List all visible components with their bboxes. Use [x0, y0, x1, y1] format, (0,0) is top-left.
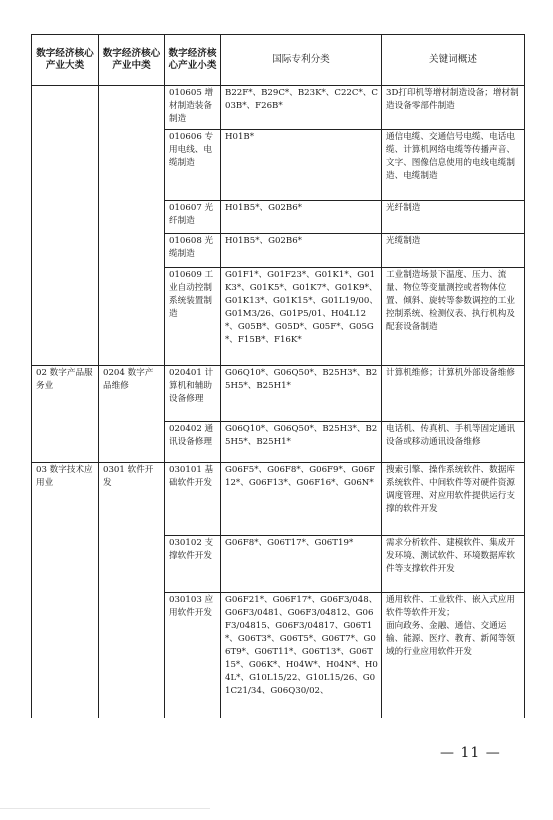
header-major-category: 数字经济核心产业大类 [32, 35, 99, 86]
major-category-cell: 02 数字产品服务业 [32, 366, 99, 463]
ipc-cell: G06Q10*、G06Q50*、B25H3*、B25H5*、B25H1* [221, 422, 382, 463]
middle-category-cell [99, 86, 165, 366]
table-row [32, 366, 525, 422]
minor-category-cell: 010607 光纤制造 [165, 201, 221, 234]
footer-divider [0, 808, 210, 809]
ipc-cell: H01B5*、G02B6* [221, 234, 382, 268]
keywords-cell: 3D打印机等增材制造设备；增材制造设备零部件制造 [382, 86, 525, 130]
minor-category-cell: 030101 基础软件开发 [165, 463, 221, 536]
ipc-cell: G06F8*、G06T17*、G06T19* [221, 536, 382, 593]
header-minor-category: 数字经济核心产业小类 [165, 35, 221, 86]
page-number-dash-left: — [440, 745, 455, 761]
ipc-cell: G06F21*、G06F17*、G06F3/048、G06F3/0481、G06F3/04812、G06F3/04815、G06F3/04817、G06T1*、G06T3*、G06T5*、G06T7*、G06T9*、G06T11*、G06T13*、G06T15*、G06K*、H04W*、H04N*、H04L*、G10L15/22、G10L15/26、G01C21/34、G06Q30/02、 [221, 593, 382, 718]
ipc-cell: H01B5*、G02B6* [221, 201, 382, 234]
keywords-cell: 计算机维修；计算机外部设备维修 [382, 366, 525, 422]
middle-category-cell: 0301 软件开发 [99, 463, 165, 718]
keywords-cell: 需求分析软件、建模软件、集成开发环境、测试软件、环境数据库软件等支撑软件开发 [382, 536, 525, 593]
major-category-cell: 03 数字技术应用业 [32, 463, 99, 718]
table-header-row [32, 35, 525, 86]
header-keywords: 关键词概述 [382, 35, 525, 86]
major-category-cell [32, 86, 99, 366]
page-number-dash-right: — [485, 745, 501, 761]
header-middle-category: 数字经济核心产业中类 [99, 35, 165, 86]
ipc-cell: B22F*、B29C*、B23K*、C22C*、C03B*、F26B* [221, 86, 382, 130]
table-row [32, 463, 525, 536]
keywords-cell: 通用软件、工业软件、嵌入式应用软件等软件开发； 面向政务、金融、通信、交通运输、能源、医疗、教育、新闻等领域的行业应用软件开发 [382, 593, 525, 718]
keywords-cell: 通信电缆、交通信号电缆、电话电缆、计算机网络电缆等传播声音、文字、图像信息使用的电线电缆制造、电缆制造 [382, 130, 525, 201]
keywords-cell: 电话机、传真机、手机等固定通讯设备或移动通讯设备维修 [382, 422, 525, 463]
minor-category-cell: 030102 支撑软件开发 [165, 536, 221, 593]
minor-category-cell: 010606 专用电线、电缆制造 [165, 130, 221, 201]
minor-category-cell: 010608 光缆制造 [165, 234, 221, 268]
ipc-cell: G01F1*、G01F23*、G01K1*、G01K3*、G01K5*、G01K7*、G01K9*、G01K13*、G01K15*、G01L19/00、G01M3/26、G01P5/01、H04L12*、G05B*、G05D*、G05F*、G05G*、F15B*、F16K* [221, 268, 382, 366]
minor-category-cell: 010609 工业自动控制系统装置制造 [165, 268, 221, 366]
page-number-value: 11 [460, 745, 481, 761]
ipc-cell: G06Q10*、G06Q50*、B25H3*、B25H5*、B25H1* [221, 366, 382, 422]
table-row [32, 86, 525, 130]
minor-category-cell: 020401 计算机和辅助设备修理 [165, 366, 221, 422]
classification-table [31, 34, 525, 718]
ipc-cell: G06F5*、G06F8*、G06F9*、G06F12*、G06F13*、G06F16*、G06N* [221, 463, 382, 536]
page-number [440, 745, 501, 761]
ipc-cell: H01B* [221, 130, 382, 201]
minor-category-cell: 010605 增材制造装备制造 [165, 86, 221, 130]
minor-category-cell: 020402 通讯设备修理 [165, 422, 221, 463]
header-ipc: 国际专利分类 [221, 35, 382, 86]
minor-category-cell: 030103 应用软件开发 [165, 593, 221, 718]
keywords-cell: 工业制造场景下温度、压力、流量、物位等变量测控或者物体位置、倾斜、旋转等参数调控的工业控制系统、检测仪表、执行机构及配套设备制造 [382, 268, 525, 366]
middle-category-cell: 0204 数字产品维修 [99, 366, 165, 463]
keywords-cell: 搜索引擎、操作系统软件、数据库系统软件、中间软件等对硬件资源调度管理、对应用软件提供运行支撑的软件开发 [382, 463, 525, 536]
keywords-cell: 光缆制造 [382, 234, 525, 268]
keywords-cell: 光纤制造 [382, 201, 525, 234]
